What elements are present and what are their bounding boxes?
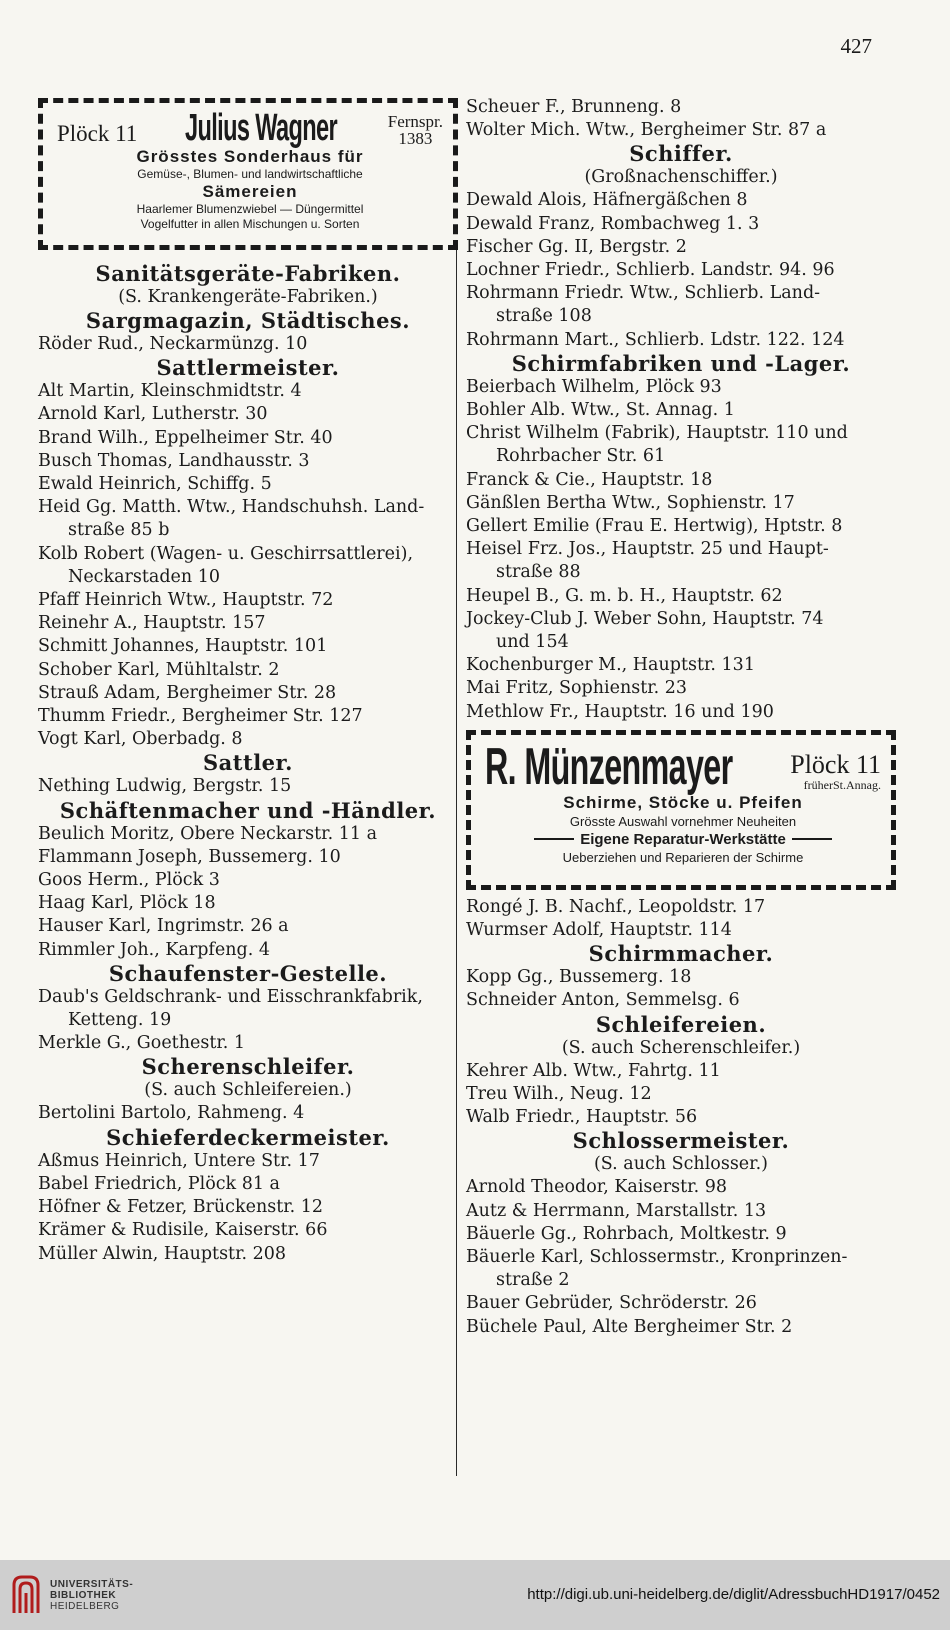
directory-entry: Haag Karl, Plöck 18 [38, 893, 216, 914]
directory-entry: Müller Alwin, Hauptstr. 208 [38, 1243, 287, 1264]
cross-reference-note: (Großnachenschiffer.) [584, 167, 778, 188]
ad-rule-right [792, 838, 832, 840]
directory-entry: Gänßlen Bertha Wtw., Sophienstr. 17 [466, 492, 795, 513]
directory-entry: Mai Fritz, Sophienstr. 23 [466, 678, 688, 699]
ad-line-1: Haarlemer Blumenzwiebel — Düngermittel [136, 202, 364, 216]
directory-entry: Treu Wilh., Neug. 12 [466, 1083, 652, 1104]
directory-entry: Dewald Alois, Häfnergäßchen 8 [466, 190, 748, 211]
directory-entry-continuation: straße 85 b [68, 520, 170, 541]
directory-entry: Bauer Gebrüder, Schröderstr. 26 [466, 1293, 757, 1314]
logo-line-2: BIBLIOTHEK [50, 1589, 117, 1601]
directory-entry: Babel Friedrich, Plöck 81 a [38, 1173, 280, 1194]
directory-entry: Goos Herm., Plöck 3 [38, 870, 220, 891]
logo-line-1: UNIVERSITÄTS- [50, 1578, 134, 1590]
directory-entry: Lochner Friedr., Schlierb. Landstr. 94. 96 [466, 260, 835, 281]
directory-entry: Beulich Moritz, Obere Neckarstr. 11 a [38, 823, 378, 844]
section-heading: Schirmfabriken und -Lager. [511, 350, 851, 376]
directory-entry: Vogt Karl, Oberbadg. 8 [38, 729, 243, 750]
directory-entry: Alt Martin, Kleinschmidtstr. 4 [38, 381, 302, 402]
cross-reference-note: (S. auch Schlosser.) [593, 1154, 768, 1175]
directory-entry: Kochenburger M., Hauptstr. 131 [466, 655, 755, 676]
ad-phone [388, 113, 443, 147]
ad-former-address: früherSt.Annag. [803, 777, 881, 792]
directory-entry: Röder Rud., Neckarmünzg. 10 [38, 334, 308, 354]
directory-entry: Methlow Fr., Hauptstr. 16 und 190 [466, 701, 774, 722]
directory-entry-continuation: Neckarstaden 10 [68, 566, 220, 587]
directory-entry: Schober Karl, Mühltalstr. 2 [38, 659, 280, 680]
directory-entry: Christ Wilhelm (Fabrik), Hauptstr. 110 und [466, 423, 848, 444]
directory-entry: Rohrmann Mart., Schlierb. Ldstr. 122. 124 [466, 329, 845, 350]
directory-entry: Wolter Mich. Wtw., Bergheimer Str. 87 a [466, 120, 827, 141]
section-heading: Sattler. [203, 750, 293, 776]
directory-entry: Büchele Paul, Alte Bergheimer Str. 2 [466, 1316, 793, 1337]
directory-entry: Kehrer Alb. Wtw., Fahrtg. 11 [466, 1060, 721, 1081]
directory-entry: Bäuerle Gg., Rohrbach, Moltkestr. 9 [466, 1223, 787, 1244]
section-heading: Schleifereien. [595, 1011, 767, 1037]
page-number: 427 [840, 34, 872, 58]
ad-address: Plöck 11 [57, 121, 138, 146]
section-heading: Schiffer. [629, 141, 733, 167]
ad-line-1: Grösste Auswahl vornehmer Neuheiten [569, 813, 797, 829]
ad-phone-number: 1383 [398, 129, 433, 148]
footer-bar [0, 1560, 950, 1630]
section-heading: Schlossermeister. [572, 1128, 790, 1154]
directory-entry: Daub's Geldschrank- und Eisschrankfabrik, [38, 986, 423, 1007]
directory-entry-continuation: straße 2 [496, 1270, 570, 1291]
section-heading: Sargmagazin, Städtisches. [85, 308, 411, 333]
ad-address-block [790, 749, 881, 793]
library-logo-text [50, 1579, 133, 1612]
library-logo-icon [10, 1573, 42, 1617]
directory-entry: Pfaff Heinrich Wtw., Hauptstr. 72 [38, 590, 334, 611]
advertisement-muenzenmayer [466, 730, 896, 890]
directory-entry: Scheuer F., Brunneng. 8 [466, 97, 682, 117]
section-heading: Scherenschleifer. [141, 1054, 355, 1080]
directory-entry: Rohrmann Friedr. Wtw., Schlierb. Land- [466, 283, 821, 304]
right-entries-top [466, 96, 896, 724]
directory-entry: Busch Thomas, Landhausstr. 3 [38, 450, 310, 471]
directory-entry: Aßmus Heinrich, Untere Str. 17 [38, 1150, 320, 1171]
directory-entry: Nething Ludwig, Bergstr. 15 [38, 776, 292, 797]
left-entries [38, 262, 458, 1266]
ad-product: Sämereien [202, 182, 298, 201]
directory-entry: Fischer Gg. II, Bergstr. 2 [466, 236, 687, 257]
directory-entry: Reinehr A., Hauptstr. 157 [38, 613, 266, 634]
directory-entry-continuation: Rohrbacher Str. 61 [496, 446, 666, 467]
ad-brand: R. Münzenmayer [485, 737, 733, 796]
ad-tagline: Grösstes Sonderhaus für [136, 147, 364, 166]
right-column [466, 96, 896, 1339]
ad-line-2: Eigene Reparatur-Werkstätte [580, 830, 786, 848]
section-heading: Schieferdeckermeister. [106, 1124, 390, 1150]
directory-entry: Ewald Heinrich, Schiffg. 5 [38, 474, 272, 495]
left-column [38, 96, 458, 1266]
directory-entry: Bäuerle Karl, Schlossermstr., Kronprinzen- [466, 1246, 848, 1267]
section-heading: Schaufenster-Gestelle. [108, 960, 388, 986]
advertisement-wagner [38, 98, 458, 250]
ad-address: Plöck 11 [790, 749, 881, 779]
ad-tagline: Schirme, Stöcke u. Pfeifen [563, 792, 803, 812]
directory-entry: Bertolini Bartolo, Rahmeng. 4 [38, 1103, 305, 1124]
directory-entry: Hauser Karl, Ingrimstr. 26 a [38, 916, 289, 937]
directory-entry: Rimmler Joh., Karpfeng. 4 [38, 939, 270, 960]
section-heading: Sattlermeister. [156, 355, 340, 381]
directory-entry: Dewald Franz, Rombachweg 1. 3 [466, 213, 760, 234]
section-heading: Schirmmacher. [588, 941, 774, 967]
cross-reference-note: (S. Krankengeräte-Fabriken.) [118, 287, 378, 307]
ad-brand: Julius Wagner [184, 107, 337, 149]
directory-entry: Merkle G., Goethestr. 1 [38, 1033, 246, 1054]
directory-entry: Walb Friedr., Hauptstr. 56 [466, 1107, 698, 1128]
ad-rule-left [534, 838, 574, 840]
right-entries-bottom [466, 896, 896, 1339]
ad-subtitle: Gemüse-, Blumen- und landwirtschaftliche [137, 167, 363, 181]
directory-entry: Thumm Friedr., Bergheimer Str. 127 [38, 706, 363, 727]
directory-entry-continuation: Ketteng. 19 [68, 1010, 172, 1031]
directory-entry: Jockey-Club J. Weber Sohn, Hauptstr. 74 [466, 608, 824, 629]
directory-entry: Heisel Frz. Jos., Hauptstr. 25 und Haupt- [466, 539, 829, 560]
directory-entry: Arnold Theodor, Kaiserstr. 98 [466, 1177, 727, 1198]
directory-entry: Arnold Karl, Lutherstr. 30 [38, 404, 268, 425]
directory-entry: Heid Gg. Matth. Wtw., Handschuhsh. Land- [38, 497, 425, 518]
source-url-link[interactable]: http://digi.ub.uni-heidelberg.de/diglit/AdressbuchHD1917/0452 [527, 1586, 940, 1603]
directory-entry: Schmitt Johannes, Hauptstr. 101 [38, 636, 328, 657]
directory-entry: Krämer & Rudisile, Kaiserstr. 66 [38, 1220, 328, 1241]
section-heading: Schäftenmacher und -Händler. [59, 797, 437, 823]
ad-phone-label: Fernspr. [387, 112, 443, 131]
directory-entry: Brand Wilh., Eppelheimer Str. 40 [38, 427, 333, 448]
directory-entry: Höfner & Fetzer, Brückenstr. 12 [38, 1197, 324, 1218]
ad-line-3: Ueberziehen und Reparieren der Schirme [562, 849, 804, 865]
directory-entry: Strauß Adam, Bergheimer Str. 28 [38, 682, 337, 703]
directory-entry: Bohler Alb. Wtw., St. Annag. 1 [466, 400, 735, 421]
ad-line-2-row [485, 830, 881, 849]
directory-entry: Flammann Joseph, Bussemerg. 10 [38, 846, 341, 867]
directory-entry: Wurmser Adolf, Hauptstr. 114 [466, 920, 732, 941]
cross-reference-note: (S. auch Scherenschleifer.) [561, 1037, 801, 1058]
directory-entry: Autz & Herrmann, Marstallstr. 13 [466, 1200, 767, 1221]
directory-entry: Gellert Emilie (Frau E. Hertwig), Hptstr. 8 [466, 516, 843, 537]
section-heading: Sanitätsgeräte-Fabriken. [95, 261, 401, 286]
directory-entry: Heupel B., G. m. b. H., Hauptstr. 62 [466, 585, 783, 606]
directory-entry: Rongé J. B. Nachf., Leopoldstr. 17 [466, 896, 766, 917]
directory-entry-continuation: straße 88 [496, 562, 581, 583]
directory-entry-continuation: straße 108 [496, 306, 592, 327]
directory-entry: Kopp Gg., Bussemerg. 18 [466, 967, 692, 988]
logo-line-3: HEIDELBERG [50, 1600, 120, 1612]
directory-entry: Franck & Cie., Hauptstr. 18 [466, 469, 713, 490]
directory-entry: Kolb Robert (Wagen- u. Geschirrsattlerei), [38, 543, 414, 564]
cross-reference-note: (S. auch Schleifereien.) [144, 1080, 352, 1101]
ad-line-2: Vogelfutter in allen Mischungen u. Sorten [140, 217, 360, 231]
directory-entry-continuation: und 154 [496, 632, 569, 653]
directory-entry: Beierbach Wilhelm, Plöck 93 [466, 376, 722, 397]
directory-entry: Schneider Anton, Semmelsg. 6 [466, 990, 740, 1011]
